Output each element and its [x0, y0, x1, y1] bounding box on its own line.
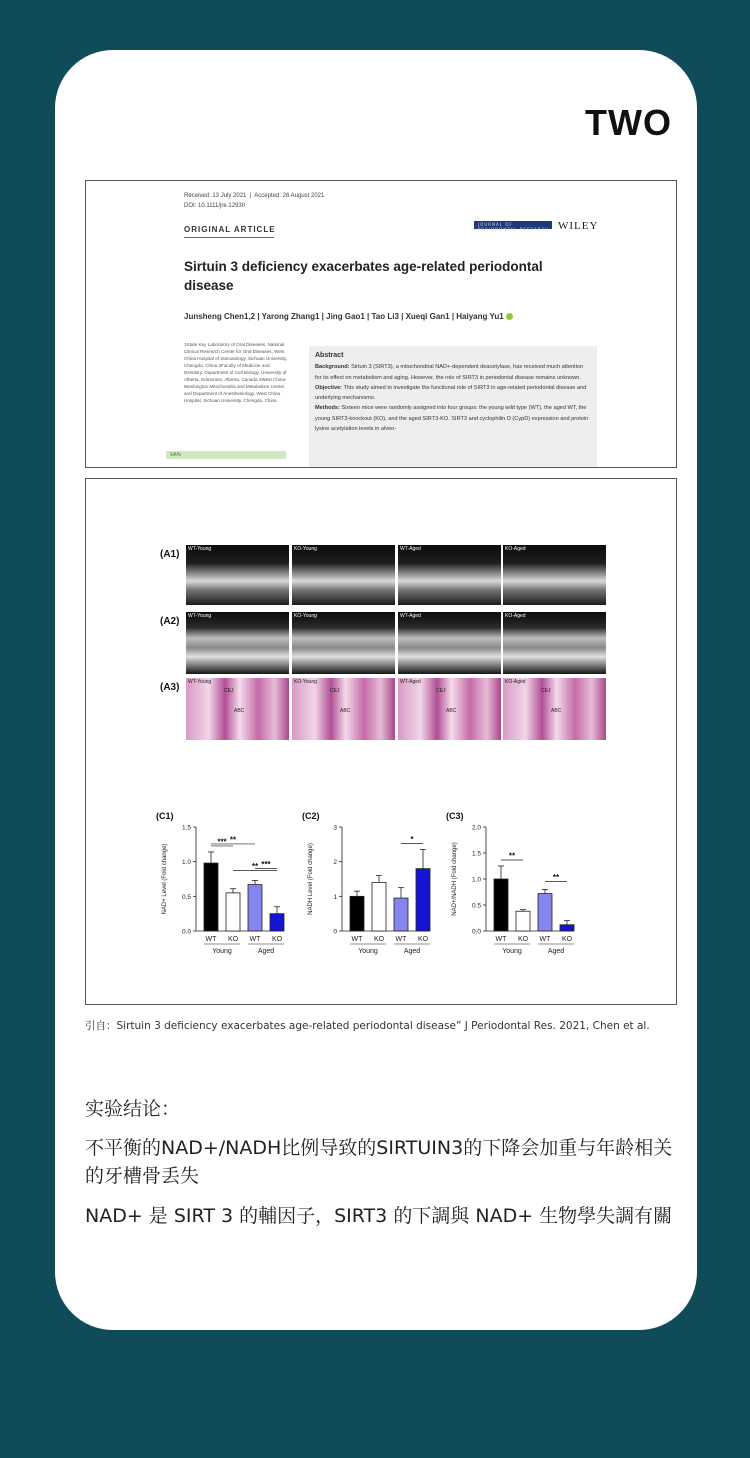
research-figure: [85, 478, 677, 1005]
group-label: Young: [502, 948, 522, 955]
x-tick-label: WT: [495, 936, 507, 943]
panel-caption: KO-Young: [294, 613, 317, 619]
abstract-background: [315, 362, 591, 383]
paper-authors: [184, 312, 513, 321]
panel-caption: WT-Aged: [400, 546, 421, 552]
group-label: Young: [212, 948, 232, 955]
histology-label: ABC: [234, 708, 245, 714]
paper-title: Sirtuin 3 deficiency exacerbates age-related periodontal disease: [184, 259, 543, 293]
x-tick-label: KO: [227, 936, 239, 943]
row-label: (A1): [160, 549, 180, 560]
histology-label: CEJ: [330, 688, 340, 694]
x-tick-label: WT: [539, 936, 551, 943]
significance-label: **: [229, 835, 237, 845]
x-tick-label: KO: [561, 936, 573, 943]
x-tick-label: WT: [395, 936, 407, 943]
publisher-logo: WILEY: [558, 220, 599, 232]
row-label: (A2): [160, 616, 180, 627]
histology-label: ABC: [446, 708, 457, 714]
accepted-date: Accepted: 26 August 2021: [254, 193, 325, 199]
histology-label: CEJ: [436, 688, 446, 694]
group-label: Young: [358, 948, 378, 955]
journal-name: JOURNAL OF PERIODONTAL RESEARCH: [478, 222, 550, 232]
y-tick-label: 2: [333, 859, 337, 867]
x-tick-label: WT: [249, 936, 261, 943]
panel-caption: WT-Aged: [400, 679, 421, 685]
y-tick-label: 0.5: [471, 902, 481, 910]
section-heading: TWO: [585, 102, 672, 143]
image-panel: [186, 678, 289, 740]
chart-panel-label: (C1): [156, 811, 174, 821]
bar: [270, 914, 284, 931]
x-tick-label: WT: [205, 936, 217, 943]
paper-meta: Received: 13 July 2021 | Accepted: 26 August 2021 DOI: 10.1111/jre.12930: [184, 193, 325, 209]
significance-label: **: [251, 861, 259, 871]
paper-screenshot: [85, 180, 677, 468]
panel-caption: KO-Aged: [505, 546, 526, 552]
objective-label: Objective:: [315, 384, 343, 391]
authors-text: Junsheng Chen1,2 | Yarong Zhang1 | Jing Gao1 | Tao Li3 | Xueqi Gan1 | Haiyang Yu1: [184, 312, 504, 321]
abstract-objective: [315, 383, 591, 404]
x-tick-label: WT: [351, 936, 363, 943]
image-panel: [292, 612, 395, 674]
figure-citation: 引自：Sirtuin 3 deficiency exacerbates age-related periodontal disease” J Periodontal Res. 2021, Chen et al.: [85, 1020, 650, 1032]
background-label: Background:: [315, 364, 350, 371]
orcid-icon: [506, 313, 513, 320]
histology-label: ABC: [340, 708, 351, 714]
doi: DOI: 10.1111/jre.12930: [184, 203, 246, 209]
x-tick-label: KO: [517, 936, 529, 943]
bar: [538, 894, 552, 931]
methods-label: Methods:: [315, 405, 340, 412]
bar: [204, 863, 218, 931]
y-tick-label: 0.5: [181, 893, 191, 901]
green-strip-text: SIRPx: [170, 452, 182, 457]
panel-caption: WT-Young: [188, 546, 212, 552]
y-tick-label: 1.5: [471, 850, 481, 858]
cofactor-note: NAD+ 是 SIRT 3 的輔因子，SIRT3 的下調與 NAD+ 生物學失調有關: [85, 1205, 673, 1227]
bar: [416, 869, 430, 931]
abstract-heading: Abstract: [315, 352, 344, 359]
received-date: Received: 13 July 2021: [184, 193, 247, 199]
y-tick-label: 1.5: [181, 824, 191, 832]
panel-caption: WT-Young: [188, 613, 212, 619]
conclusion-label: 实验结论：: [85, 1098, 181, 1120]
y-tick-label: 0.0: [181, 928, 191, 936]
abstract-box: [309, 346, 597, 468]
y-tick-label: 0.0: [471, 928, 481, 936]
x-tick-label: KO: [417, 936, 429, 943]
bar: [560, 925, 574, 931]
article-type: ORIGINAL ARTICLE: [184, 225, 276, 234]
x-tick-label: KO: [271, 936, 283, 943]
affiliations: 1State Key Laboratory of Oral Diseases, National Clinical Research Center for Oral Diseases, West China Hospital of Stomatology, Sichuan University, Chengdu, China 2Faculty of Medicine and Dentistry, Department of Cell Biology, University of Alberta, Edmonton, Alberta, Canada 3West China-Washington Mitochondria and Metabolism Center and Department of Anesthesiology, West China Hospital, Sichuan University, Chengdu, China: [184, 342, 287, 403]
significance-label: **: [508, 851, 516, 861]
y-axis-label: NAD+/NADH (Fold change): [452, 842, 458, 916]
histology-label: ABC: [551, 708, 562, 714]
significance-label: *: [410, 835, 414, 845]
abstract-methods: [315, 403, 591, 434]
panel-caption: KO-Young: [294, 679, 317, 685]
content-card: [55, 50, 697, 1330]
bar: [248, 885, 262, 931]
green-strip: [166, 451, 286, 459]
image-panel: [398, 678, 501, 740]
bar: [226, 893, 240, 931]
panel-caption: KO-Young: [294, 546, 317, 552]
bar: [372, 882, 386, 931]
y-tick-label: 1.0: [471, 876, 481, 884]
y-tick-label: 3: [333, 824, 337, 832]
image-panel: [398, 545, 501, 605]
significance-label: **: [552, 872, 560, 882]
image-panel: [503, 545, 606, 605]
y-tick-label: 0: [333, 928, 337, 936]
panel-caption: WT-Young: [188, 679, 212, 685]
bar: [350, 896, 364, 931]
image-panel: [292, 545, 395, 605]
journal-banner: [474, 221, 552, 232]
row-label: (A3): [160, 682, 180, 693]
article-type-underline: [184, 237, 274, 238]
methods-text: Sixteen mice were randomly assigned into four groups: the young wild type (WT), the aged WT, the young SIRT3-knockout (KO), and the aged SIRT3-KO. SIRT3 and cyclophilin D (CypD) expression and protein lysine acetylation levels in alveo-: [315, 405, 589, 433]
group-label: Aged: [547, 948, 565, 955]
image-panel: [186, 545, 289, 605]
panel-caption: WT-Aged: [400, 613, 421, 619]
bar: [516, 911, 530, 931]
significance-label: ***: [217, 837, 227, 847]
image-panel: [292, 678, 395, 740]
significance-label: ***: [261, 859, 271, 869]
histology-label: CEJ: [224, 688, 234, 694]
bar: [394, 898, 408, 931]
background-text: Sirtuin 3 (SIRT3), a mitochondrial NAD+-dependent deacetylase, has received much attention for its effect on metabolism and aging. However, the role of SIRT3 in periodontal disease remains unknown.: [315, 364, 584, 381]
y-tick-label: 1: [333, 893, 337, 901]
objective-text: This study aimed to investigate the functional role of SIRT3 in age-related periodontal disease and underlying mechanisms.: [315, 384, 587, 402]
y-axis-label: NAD+ Level (Fold change): [162, 843, 168, 915]
image-panel: [186, 612, 289, 674]
bar: [494, 879, 508, 931]
image-panel: [503, 612, 606, 674]
image-panel: [398, 612, 501, 674]
image-panel: [503, 678, 606, 740]
y-tick-label: 2.0: [471, 824, 481, 832]
bar-charts: [86, 799, 676, 999]
y-axis-label: NADH Level (Fold change): [308, 843, 314, 915]
histology-label: CEJ: [541, 688, 551, 694]
group-label: Aged: [403, 948, 421, 955]
x-tick-label: KO: [373, 936, 385, 943]
y-tick-label: 1.0: [181, 859, 191, 867]
chart-panel-label: (C2): [302, 811, 320, 821]
group-label: Aged: [257, 948, 275, 955]
panel-caption: KO-Aged: [505, 679, 526, 685]
conclusion-text: 不平衡的NAD+/NADH比例导致的SIRTUIN3的下降会加重与年龄相关的牙槽骨丢失: [85, 1137, 673, 1187]
chart-panel-label: (C3): [446, 811, 464, 821]
panel-caption: KO-Aged: [505, 613, 526, 619]
